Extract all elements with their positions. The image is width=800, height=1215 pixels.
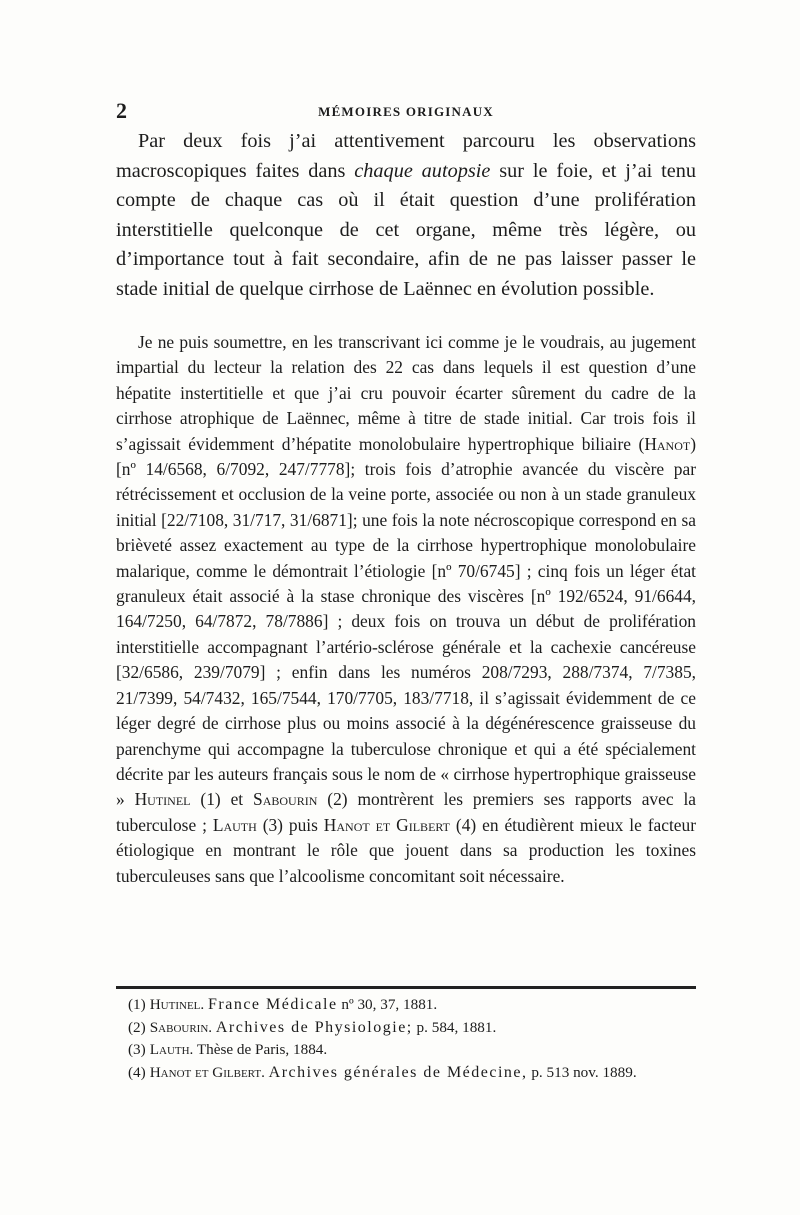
- page-header: [116, 98, 696, 128]
- footnote-2: [116, 1017, 706, 1040]
- footnote-journal: Archives de Physiologie;: [215, 1018, 413, 1036]
- paragraph-2-text-d: (2) montrèrent les premiers ses rapports avec la tuberculose ;: [116, 789, 696, 835]
- footnote-mark: (3): [128, 1041, 146, 1059]
- paragraph-2-text-c: (1) et: [190, 789, 254, 810]
- paragraph-1: [116, 127, 696, 304]
- paragraph-1-text-b: sur le foie, et j’ai tenu compte de chaque cas où il était question d’une prolifération interstitielle quelconque de cet organe, même très légère, ou d’importance tout à fait secondaire, afin de ne pas laisser passer le stade initial de quelque cirrhose de Laënnec en évolution possible.: [116, 159, 697, 300]
- footnote-mark: (4): [128, 1063, 146, 1081]
- page-number: 2: [116, 98, 127, 123]
- footnote-rest: p. 584, 1881.: [412, 1018, 497, 1036]
- author-name-sabourin: Sabourin: [253, 789, 318, 810]
- footnote-rest: Thèse de Paris, 1884.: [193, 1041, 328, 1059]
- footnote-1: [116, 994, 706, 1017]
- footnote-author: Sabourin.: [149, 1018, 213, 1036]
- footnote-mark: (2): [128, 1018, 146, 1036]
- author-name-hanot-gilbert: Hanot et Gilbert: [323, 814, 451, 835]
- footnote-mark: (1): [128, 996, 146, 1013]
- running-head: MÉMOIRES ORIGINAUX: [318, 104, 494, 119]
- footnote-3: [116, 1039, 706, 1062]
- footnote-journal: France Médicale: [208, 996, 338, 1013]
- paragraph-2-text-a: Je ne puis soumettre, en les transcrivant ici comme je le voudrais, au jugement impartial du lecteur la relation des 22 cas dans lequels il est question d’une hépatite instertitielle et que j’ai cru pouvoir écarter sûrement du cadre de la cirrhose atrophique de Laënnec, même à titre de stade initial. Car trois fois il s’agissait évidemment d’hépatite monolobulaire hypertrophique biliaire (: [116, 332, 696, 454]
- footnote-rest: nº 30, 37, 1881.: [337, 996, 438, 1013]
- footnote-author: Lauth.: [149, 1041, 194, 1059]
- footnotes-list: [116, 994, 706, 1084]
- paragraph-1-text-a: Par deux fois j’ai attentivement parcouru les observations macroscopiques faites dans: [116, 130, 696, 182]
- author-name-hutinel: Hutinel: [134, 789, 191, 810]
- paragraph-2-text-e: (3) puis: [256, 814, 324, 835]
- paragraph-2: [116, 330, 696, 889]
- footnote-rest: p. 513 nov. 1889.: [527, 1063, 637, 1081]
- author-name-lauth: Lauth: [212, 814, 257, 835]
- footnote-4: [116, 1062, 706, 1085]
- paragraph-2-text-b: ) [nº 14/6568, 6/7092, 247/7778]; trois fois d’atrophie avancée du viscère par rétrécissement et occlusion de la veine porte, associée ou non à un stade granuleux initial [22/7108, 31/717, 31/6871]; une fois la note nécroscopique correspond en sa brièveté assez exactement au type de la cirrhose hypertrophique monolobulaire malarique, comme le démontrait l’étiologie [nº 70/6745] ; cinq fois un léger état granuleux était associé à la stase chronique des viscères [nº 192/6524, 91/6644, 164/7250, 64/7872, 78/7886] ; deux fois on trouva un début de prolifération interstitielle accompagnant l’artério-sclérose générale et la cachexie cancéreuse [32/6586, 239/7079] ; enfin dans les numéros 208/7293, 288/7374, 7/7385, 21/7399, 54/7432, 165/7544, 170/7705, 183/7718, il s’agissait évidemment de ce léger degré de cirrhose plus ou moins associé à la dégénérescence graisseuse du parenchyme qui accompagne la tuberculose chronique et qui a été spécialement décrite par les auteurs français sous le nom de « cirrhose hypertrophique graisseuse »: [116, 433, 696, 810]
- footnote-author: Hutinel.: [149, 996, 205, 1013]
- author-name-hanot: Hanot: [644, 433, 691, 454]
- footnote-rule: [116, 986, 696, 989]
- paragraph-2-text-f: (4) en étudièrent mieux le facteur étiologique en montrant le rôle que jouent dans sa production les toxines tuberculeuses sans que l’alcoolisme concomitant soit nécessaire.: [116, 814, 697, 886]
- footnote-journal: Archives générales de Médecine,: [268, 1063, 528, 1081]
- paragraph-1-emphasis: chaque autopsie: [354, 159, 491, 182]
- footnote-author: Hanot et Gilbert.: [149, 1063, 265, 1081]
